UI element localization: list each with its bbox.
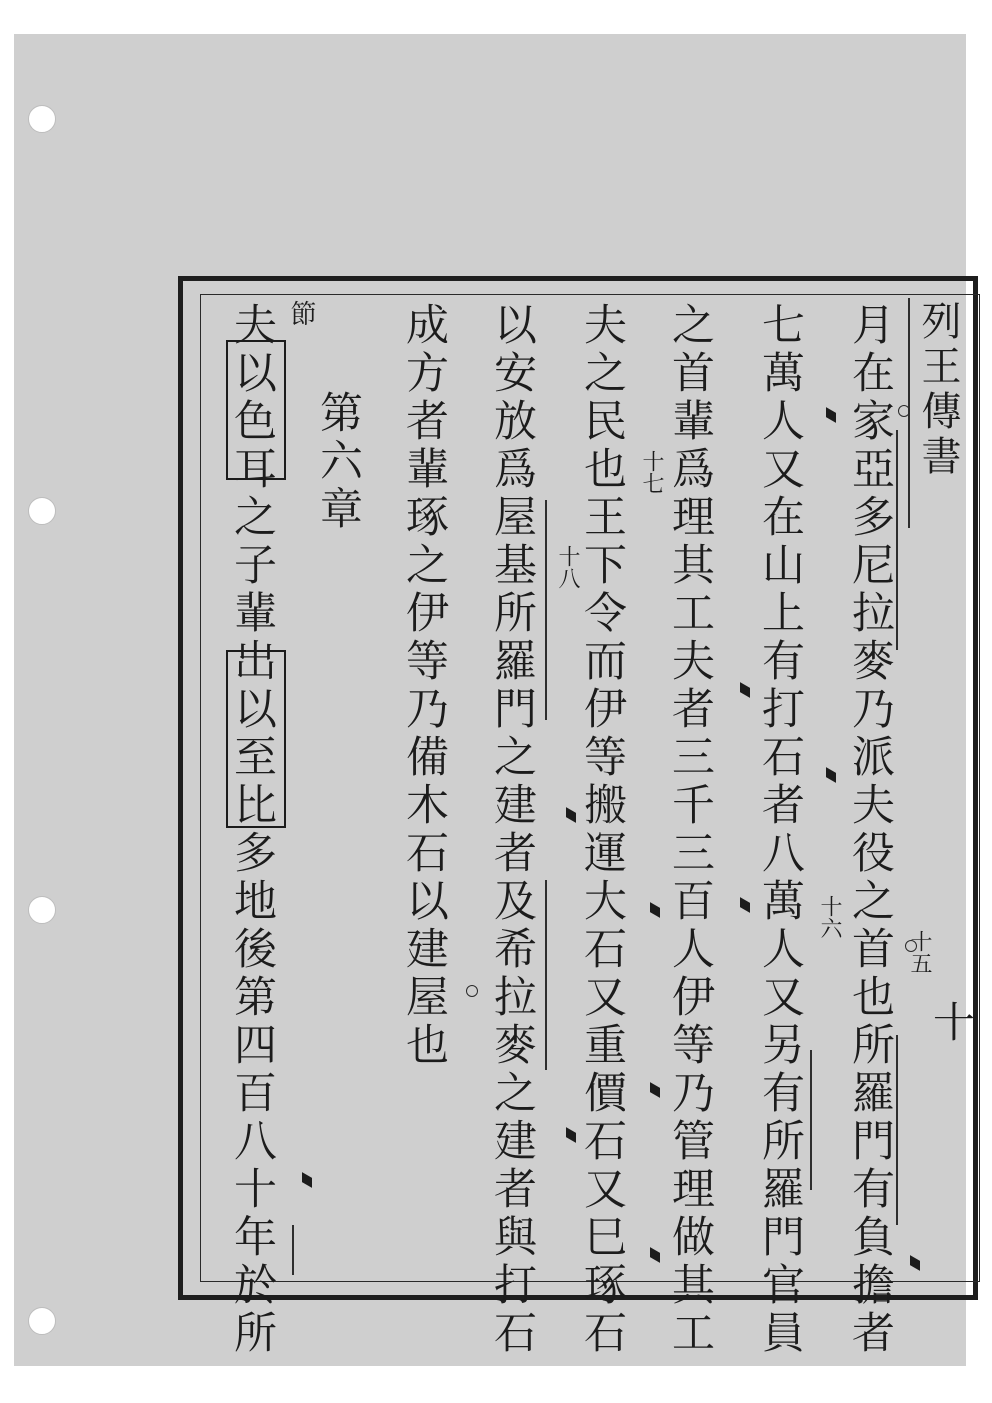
text-column-2: 七萬人又在山上有打石者八萬人又另有所羅門官員 [755,302,805,1358]
text-column-1: 月在家亞多尼拉麥乃派夫役之首也所羅門有負擔者 [845,302,895,1358]
verse-number-18: 十八 [555,545,580,589]
binder-hole [28,497,56,525]
binder-hole [28,896,56,924]
verse-number-15: 十五 [907,930,932,974]
chapter-heading: 第六章 [313,390,363,534]
punctuation-circle [466,985,478,997]
text-column-5: 以安放爲屋基所羅門之建者及希拉麥之建者與打石 [487,302,537,1358]
text-column-6: 成方者輩琢之伊等乃備木石以建屋也 [399,302,449,1070]
name-underline [545,500,547,720]
binder-hole [28,105,56,133]
name-underline [896,430,898,650]
section-mark: 節 [286,300,316,326]
boxed-name-israel [226,340,286,480]
text-column-3: 之首輩爲理其工夫者三千三百人伊等乃管理做其工 [665,302,715,1358]
text-column-4: 夫之民也王下令而伊等搬運大石又重價石又巳琢石 [577,302,627,1358]
boxed-name-egypt [226,650,286,828]
name-underline [292,1225,294,1275]
punctuation-circle [898,405,910,417]
name-underline [810,1050,812,1190]
verse-number-16: 十六 [817,895,842,939]
punctuation-circle [905,940,917,952]
name-underline [545,880,547,1070]
running-title: 列王傳書 [915,300,961,480]
name-underline [896,1035,898,1225]
page-number: 十 [927,1000,976,1042]
binder-hole [28,1307,56,1335]
text-column-8: 夫以色耳之子輩出以至比多地後第四百八十年於所 [227,302,277,1358]
verse-number-17: 十七 [639,450,664,494]
